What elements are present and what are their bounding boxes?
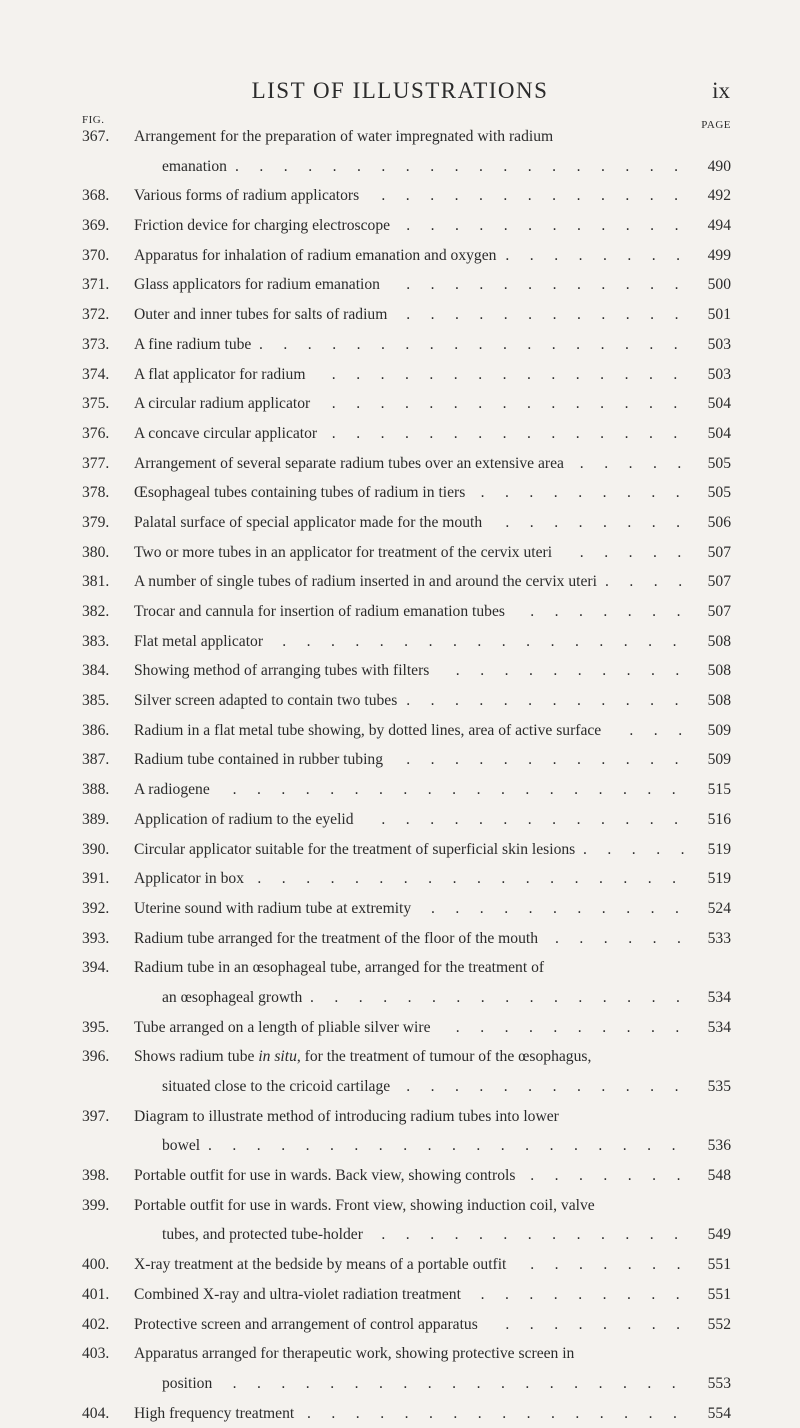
list-item [0, 478, 800, 508]
page-reference: 519 [707, 840, 731, 858]
dot-leader: ........... [431, 899, 700, 917]
figure-number: 377. [82, 454, 110, 472]
figure-number: 401. [82, 1285, 110, 1303]
figure-caption: Combined X-ray and ultra-violet radiation treatment [134, 1285, 461, 1303]
list-item-line [0, 686, 800, 716]
page-reference: 548 [707, 1167, 731, 1185]
list-item [0, 1161, 800, 1191]
figure-number: 382. [82, 603, 110, 620]
page-reference: 553 [707, 1374, 731, 1392]
figure-caption: tubes, and protected tube-holder [162, 1226, 363, 1244]
list-item-line [0, 419, 800, 449]
list-item [0, 1013, 800, 1043]
figure-number: 373. [82, 335, 110, 353]
page-reference: 503 [707, 335, 731, 353]
list-item [0, 924, 800, 954]
figure-caption: A fine radium tube [134, 335, 252, 353]
figure-caption: an œsophageal growth [162, 988, 303, 1006]
page-reference: 524 [707, 899, 731, 917]
list-item-line [0, 389, 800, 419]
figure-number: 384. [82, 662, 110, 680]
figure-number: 367. [82, 128, 110, 145]
dot-leader: ................... [235, 157, 699, 175]
list-item-line [0, 627, 800, 657]
figure-number: 392. [82, 899, 110, 917]
fig-column-label: FIG. [82, 114, 105, 126]
dot-leader: ............ [406, 306, 699, 324]
figure-number: 386. [82, 721, 110, 739]
list-item [0, 627, 800, 657]
dot-leader: ............ [406, 1078, 699, 1095]
figure-caption: Shows radium tube in situ, for the treatment of tumour of the œsophagus, [134, 1048, 592, 1066]
page-reference: 509 [707, 751, 731, 769]
dot-leader: .... [605, 573, 703, 591]
figure-caption: Friction device for charging electroscope [134, 217, 391, 235]
list-item-line [0, 656, 800, 686]
list-item-line [0, 538, 800, 568]
list-item [0, 805, 800, 835]
figure-number: 396. [82, 1048, 110, 1066]
list-item [0, 360, 800, 390]
figure-caption: A circular radium applicator [134, 395, 311, 413]
list-item [0, 567, 800, 597]
list-item [0, 716, 800, 746]
list-item-line [0, 953, 800, 983]
page-reference: 507 [707, 543, 731, 561]
figure-number: 376. [82, 424, 110, 442]
figure-number: 395. [82, 1018, 110, 1036]
figure-caption: Diagram to illustrate method of introducing radium tubes into lower [134, 1107, 559, 1125]
dot-leader: ..... [583, 840, 705, 858]
list-item [0, 330, 800, 360]
figure-caption: Showing method of arranging tubes with filters [134, 662, 430, 680]
dot-leader: ............... [331, 365, 698, 383]
page-reference: 506 [707, 513, 731, 531]
list-item-line [0, 270, 800, 300]
list-item [0, 835, 800, 865]
dot-leader: ............... [331, 395, 698, 413]
dot-leader: ........ [505, 513, 701, 531]
page-reference: 504 [707, 395, 731, 413]
figure-caption: Trocar and cannula for insertion of radium emanation tubes [134, 603, 505, 620]
dot-leader: ................... [232, 1374, 697, 1392]
figure-caption: emanation [162, 157, 227, 175]
list-item [0, 122, 800, 181]
figure-caption: A radiogene [134, 781, 210, 799]
list-item-line [0, 924, 800, 954]
dot-leader: ..... [579, 454, 702, 472]
dot-leader: ............. [381, 1226, 699, 1244]
list-item-line [0, 152, 800, 182]
list-item [0, 1310, 800, 1340]
figure-caption: Outer and inner tubes for salts of radium [134, 306, 388, 324]
page-reference: 535 [707, 1078, 731, 1095]
figure-number: 379. [82, 513, 110, 531]
page-reference: 508 [707, 662, 731, 680]
figure-number: 403. [82, 1345, 110, 1363]
list-item [0, 597, 800, 627]
page-reference: 500 [707, 276, 731, 294]
page-number: ix [712, 78, 730, 103]
figure-caption: Portable outfit for use in wards. Back view, showing controls [134, 1167, 516, 1185]
dot-leader: ............ [406, 276, 699, 294]
dot-leader: ....... [530, 603, 701, 620]
list-item [0, 1191, 800, 1250]
list-item-line [0, 300, 800, 330]
page-reference: 501 [707, 306, 731, 324]
list-item-line [0, 1399, 800, 1428]
dot-leader: ..... [579, 543, 702, 561]
dot-leader: ....... [530, 1167, 701, 1185]
list-item-line [0, 1161, 800, 1191]
list-item-line [0, 864, 800, 894]
list-item-line [0, 1042, 800, 1072]
figure-caption: Radium tube in an œsophageal tube, arranged for the treatment of [134, 959, 545, 977]
list-item-line [0, 567, 800, 597]
list-item-line [0, 1339, 800, 1369]
page-reference: 549 [707, 1226, 731, 1244]
figure-number: 368. [82, 187, 110, 205]
figure-caption: Portable outfit for use in wards. Front view, showing induction coil, valve [134, 1196, 595, 1214]
figure-number: 397. [82, 1107, 110, 1125]
page-reference: 508 [707, 692, 731, 710]
dot-leader: ......... [480, 484, 701, 502]
list-item [0, 864, 800, 894]
figure-caption: Uterine sound with radium tube at extremity [134, 899, 412, 917]
figure-number: 394. [82, 959, 110, 977]
page-reference: 505 [707, 454, 731, 472]
dot-leader: ................ [307, 1404, 698, 1422]
dot-leader: ............ [406, 217, 699, 235]
list-item [0, 656, 800, 686]
figure-number: 399. [82, 1196, 110, 1214]
figure-caption: A flat applicator for radium [134, 365, 306, 383]
list-item [0, 538, 800, 568]
list-item-line [0, 1280, 800, 1310]
figure-number: 383. [82, 632, 110, 650]
figure-caption: Silver screen adapted to contain two tubes [134, 692, 398, 710]
figure-number: 385. [82, 692, 110, 710]
dot-leader: ...... [555, 929, 702, 947]
list-item-line [0, 775, 800, 805]
figure-number: 371. [82, 276, 110, 294]
list-item-line [0, 449, 800, 479]
list-item-line [0, 241, 800, 271]
list-item-line [0, 597, 800, 627]
illustration-list [0, 122, 800, 1428]
page-reference: 492 [707, 187, 731, 205]
dot-leader: ............... [331, 424, 698, 442]
figure-caption: Circular applicator suitable for the treatment of superficial skin lesions [134, 840, 576, 858]
list-item-line [0, 330, 800, 360]
figure-caption: Protective screen and arrangement of control apparatus [134, 1315, 478, 1333]
dot-leader: ............ [406, 751, 699, 769]
dot-leader: ............. [381, 187, 699, 205]
page-reference: 551 [707, 1256, 731, 1274]
dot-leader: ................... [232, 781, 697, 799]
page-reference: 554 [707, 1404, 731, 1422]
list-item [0, 419, 800, 449]
list-item [0, 270, 800, 300]
page-reference: 534 [707, 988, 731, 1006]
dot-leader: ......... [480, 1285, 701, 1303]
dot-leader: ................. [282, 632, 697, 650]
page-reference: 509 [707, 721, 731, 739]
figure-caption: Apparatus arranged for therapeutic work, showing protective screen in [134, 1345, 575, 1363]
figure-number: 404. [82, 1404, 110, 1422]
figure-number: 391. [82, 870, 110, 888]
figure-number: 389. [82, 810, 110, 828]
list-item [0, 1280, 800, 1310]
dot-leader: ........ [505, 246, 701, 264]
figure-number: 387. [82, 751, 110, 769]
list-item-line [0, 1369, 800, 1399]
page-reference: 505 [707, 484, 731, 502]
figure-caption: Two or more tubes in an applicator for treatment of the cervix uteri [134, 543, 553, 561]
list-item [0, 300, 800, 330]
figure-number: 388. [82, 781, 110, 799]
figure-number: 390. [82, 840, 110, 858]
list-item-line [0, 835, 800, 865]
list-item-line [0, 1102, 800, 1132]
list-item-line [0, 1250, 800, 1280]
dot-leader: ............. [381, 810, 699, 828]
list-item-line [0, 1191, 800, 1221]
dot-leader: .......... [455, 662, 700, 680]
figure-caption: X-ray treatment at the bedside by means of a portable outfit [134, 1256, 507, 1274]
list-item [0, 1339, 800, 1398]
list-item-line [0, 508, 800, 538]
list-item-line [0, 716, 800, 746]
page-reference: 507 [707, 603, 731, 620]
page-reference: 534 [707, 1018, 731, 1036]
list-item-line [0, 805, 800, 835]
figure-caption: Tube arranged on a length of pliable silver wire [134, 1018, 431, 1036]
list-item-line [0, 745, 800, 775]
list-item-line [0, 1310, 800, 1340]
figure-caption: Palatal surface of special applicator made for the mouth [134, 513, 483, 531]
page-reference: 516 [707, 810, 731, 828]
list-item-line [0, 894, 800, 924]
list-item-line [0, 211, 800, 241]
page-reference: 494 [707, 217, 731, 235]
page-reference: 503 [707, 365, 731, 383]
figure-caption: Applicator in box [134, 870, 245, 888]
page-title: LIST OF ILLUSTRATIONS [251, 78, 549, 103]
page-reference: 490 [707, 157, 731, 175]
figure-number: 393. [82, 929, 110, 947]
running-header [70, 78, 730, 108]
figure-number: 369. [82, 217, 110, 235]
list-item [0, 953, 800, 1012]
list-item-line [0, 1131, 800, 1161]
list-item [0, 775, 800, 805]
figure-caption: bowel [162, 1137, 201, 1155]
dot-leader: ....... [530, 1256, 701, 1274]
page-reference: 536 [707, 1137, 731, 1155]
figure-number: 374. [82, 365, 110, 383]
dot-leader: .................. [259, 335, 699, 353]
list-item-line [0, 122, 800, 152]
dot-leader: .................. [257, 870, 697, 888]
figure-caption: Application of radium to the eyelid [134, 810, 354, 828]
page-reference: 515 [707, 781, 731, 799]
page-reference: 507 [707, 573, 731, 591]
list-item-line [0, 1072, 800, 1102]
figure-number: 402. [82, 1315, 110, 1333]
page-column-label: PAGE [701, 119, 731, 131]
figure-number: 375. [82, 395, 110, 413]
list-item [0, 508, 800, 538]
list-item [0, 745, 800, 775]
figure-number: 380. [82, 543, 110, 561]
list-item-line [0, 983, 800, 1013]
list-item [0, 449, 800, 479]
page-reference: 519 [707, 870, 731, 888]
figure-number: 398. [82, 1167, 110, 1185]
dot-leader: .................... [208, 1137, 696, 1155]
figure-number: 370. [82, 246, 110, 264]
list-item [0, 894, 800, 924]
list-item-line [0, 478, 800, 508]
figure-number: 400. [82, 1256, 110, 1274]
figure-caption: Radium tube arranged for the treatment of the floor of the mouth [134, 929, 539, 947]
page-reference: 508 [707, 632, 731, 650]
page-reference: 552 [707, 1315, 731, 1333]
page-reference: 499 [707, 246, 731, 264]
figure-number: 372. [82, 306, 110, 324]
figure-caption: Radium in a flat metal tube showing, by dotted lines, area of active surface [134, 721, 602, 739]
page-reference: 551 [707, 1285, 731, 1303]
list-item [0, 241, 800, 271]
list-item-line [0, 181, 800, 211]
figure-caption: High frequency treatment [134, 1404, 295, 1422]
list-item-line [0, 360, 800, 390]
figure-caption: Arrangement of several separate radium tubes over an extensive area [134, 454, 564, 472]
figure-caption: Arrangement for the preparation of water impregnated with radium [134, 128, 554, 145]
dot-leader: ........ [505, 1315, 701, 1333]
list-item-line [0, 1013, 800, 1043]
list-item-line [0, 1220, 800, 1250]
list-item [0, 1042, 800, 1101]
figure-caption: Flat metal applicator [134, 632, 264, 650]
dot-leader: ... [629, 721, 703, 739]
page-reference: 533 [707, 929, 731, 947]
list-item [0, 1102, 800, 1161]
figure-number: 378. [82, 484, 110, 502]
dot-leader: ............ [406, 692, 699, 710]
figure-caption: Glass applicators for radium emanation [134, 276, 380, 294]
figure-number: 381. [82, 573, 110, 591]
figure-caption: Œsophageal tubes containing tubes of radium in tiers [134, 484, 466, 502]
figure-caption: Radium tube contained in rubber tubing [134, 751, 384, 769]
figure-caption: A number of single tubes of radium inserted in and around the cervix uteri [134, 573, 597, 591]
dot-leader: .......... [455, 1018, 700, 1036]
list-item [0, 389, 800, 419]
figure-caption: position [162, 1374, 213, 1392]
list-item [0, 181, 800, 211]
dot-leader: ................ [310, 988, 701, 1006]
page-reference: 504 [707, 424, 731, 442]
figure-caption: Apparatus for inhalation of radium emanation and oxygen [134, 246, 497, 264]
list-item [0, 1399, 800, 1428]
list-item [0, 1250, 800, 1280]
list-item [0, 686, 800, 716]
figure-caption: A concave circular applicator [134, 424, 318, 442]
figure-caption: Various forms of radium applicators [134, 187, 360, 205]
figure-caption: situated close to the cricoid cartilage [162, 1078, 391, 1095]
list-item [0, 211, 800, 241]
